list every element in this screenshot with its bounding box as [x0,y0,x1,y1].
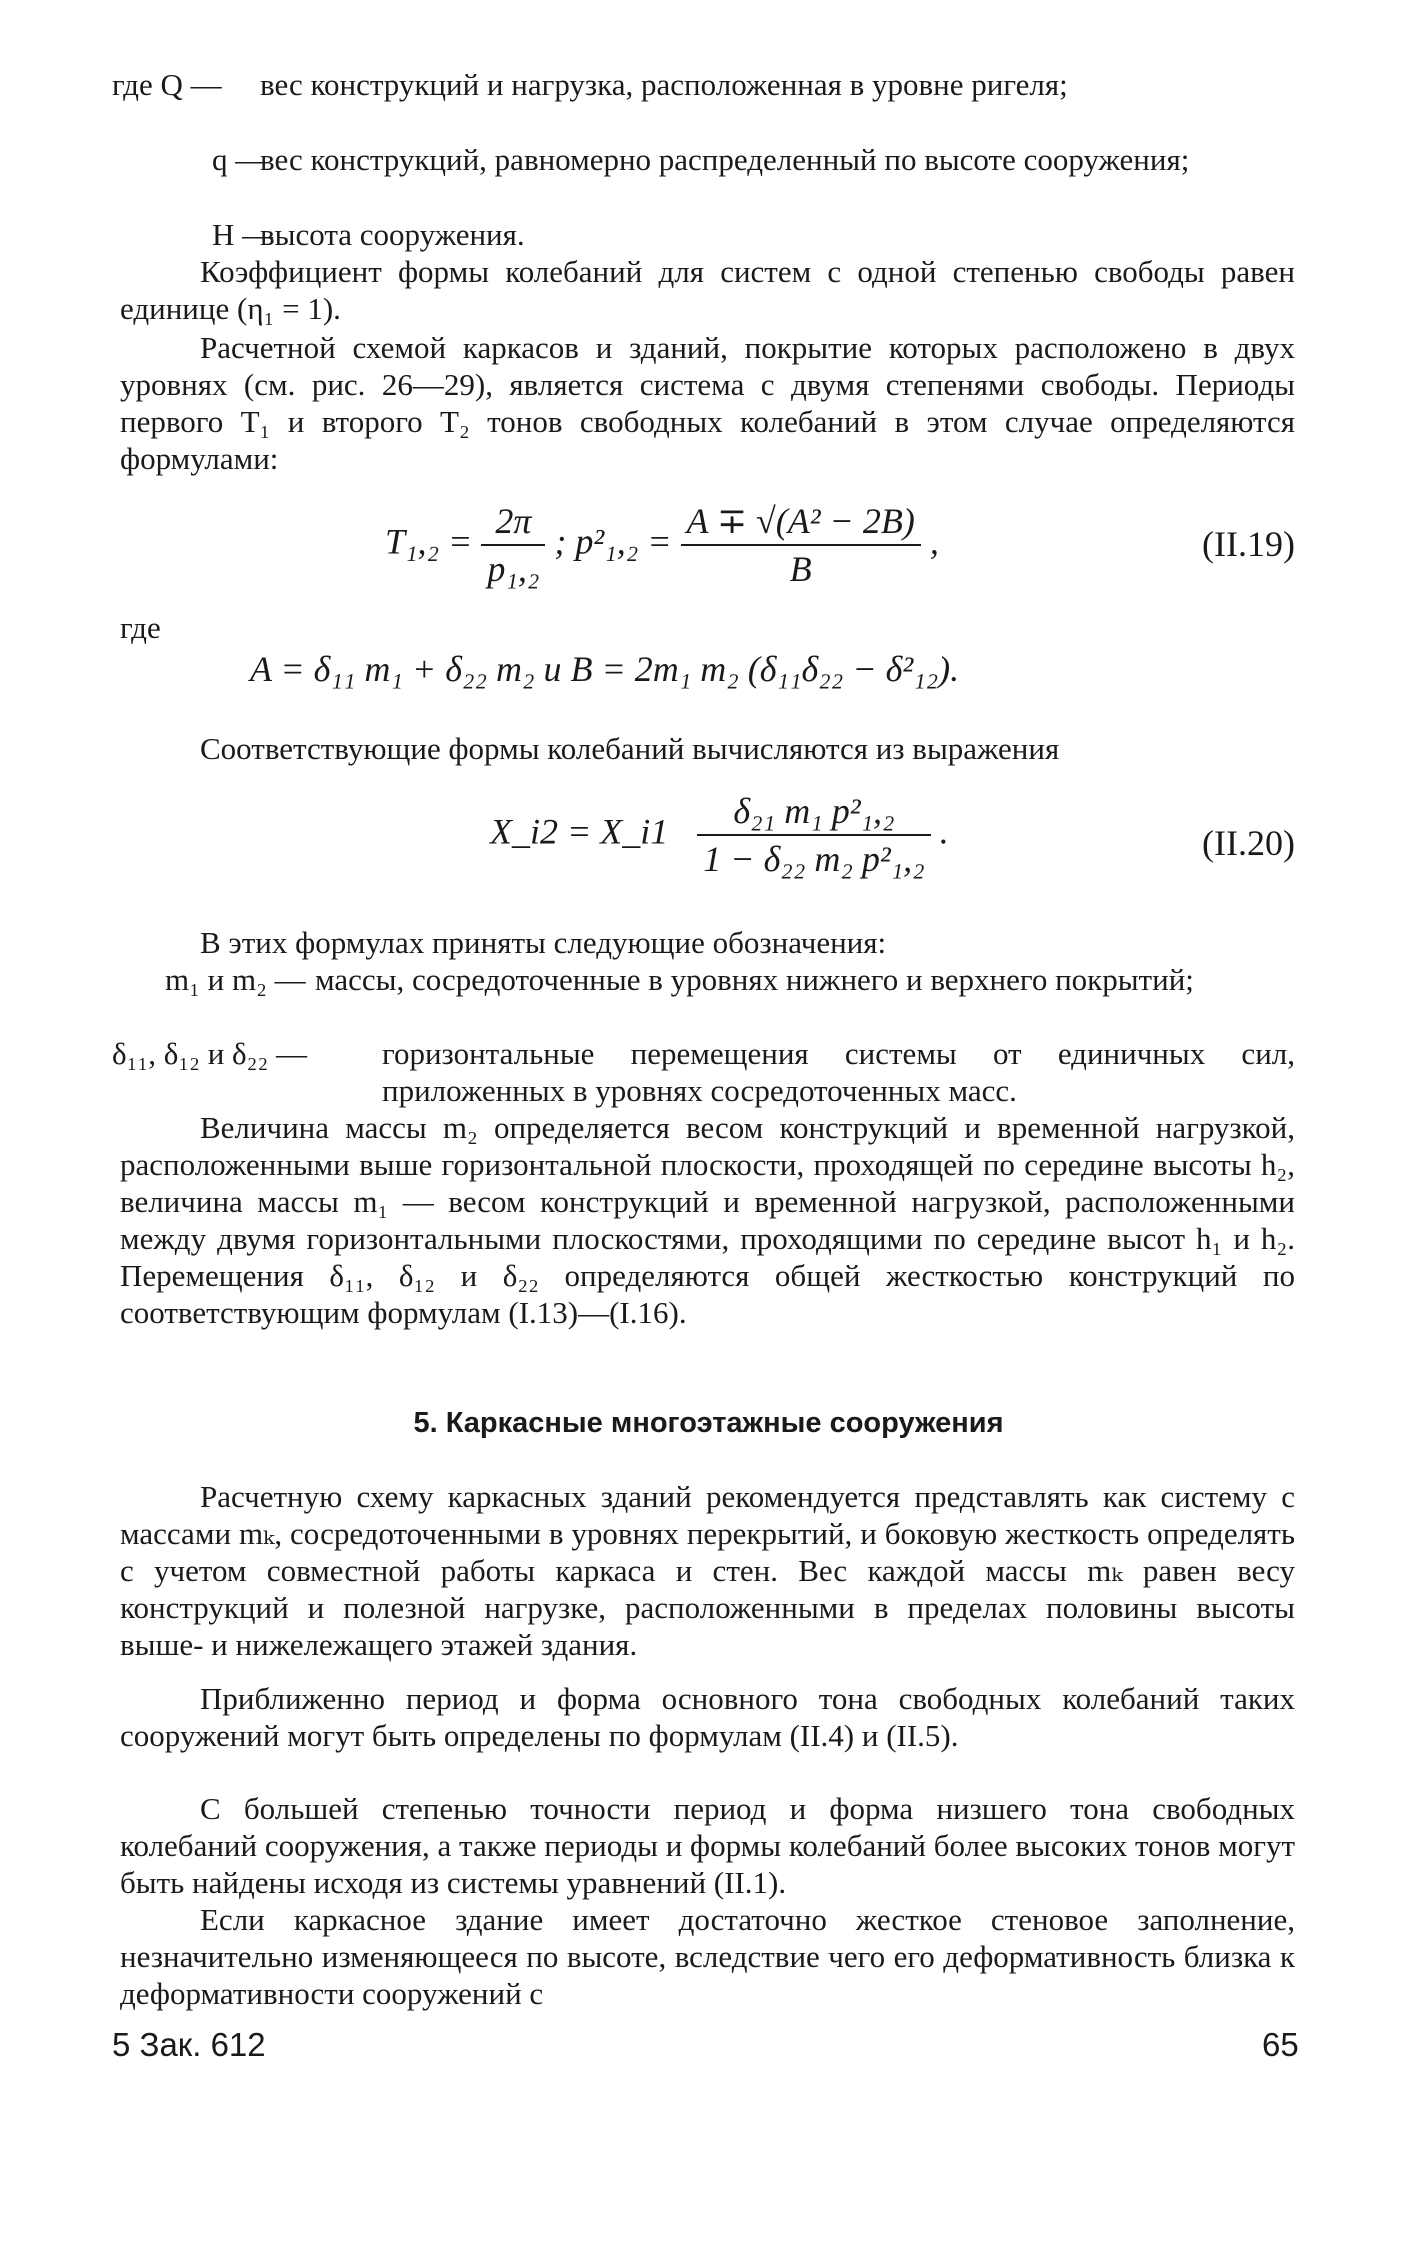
equation-tail: , [929,521,939,562]
definition-text: высота сооружения. [260,217,525,252]
definition-term: H — [212,217,274,252]
definition-h [212,216,1295,253]
definition-text: вес конструкций, равномерно распределенный по высоте сооружения; [260,142,1190,177]
definition-masses [165,961,1295,998]
fraction [697,790,930,880]
equation-ii-20 [490,790,949,880]
print-order-mark: 5 Зак. 612 [112,2026,266,2063]
paragraph-8: С большей степенью точности период и форма низшего тона свободных колебаний сооружения, а также периоды и формы колебаний более высоких тонов могут быть найдены исходя из системы уравнений (II.1). [120,1791,1295,1900]
equation-a-b: A = δ₁₁ m₁ + δ₂₂ m₂ и B = 2m₁ m₂ (δ₁₁δ₂₂ − δ²₁₂). [250,649,960,689]
paragraph-3: Соответствующие формы колебаний вычисляются из выражения [200,731,1060,766]
definition-q-upper [112,66,1295,103]
definition-displacements [112,1035,1295,1109]
paragraph-6: Расчетную схему каркасных зданий рекомендуется представлять как систему с массами mₖ, сосредоточенными в уровнях перекрытий, и боковую жесткость определять с учетом совместной работы каркаса и стен. Вес каждой массы mₖ равен весу конструкций и полезной нагрузке, расположенными в пределах половины высоты выше- и нижележащего этажей здания. [120,1479,1295,1662]
definition-text: массы, сосредоточенные в уровнях нижнего и верхнего покрытий; [315,962,1194,997]
fraction-denominator: 1 − δ₂₂ m₂ p²₁,₂ [697,834,930,880]
section-heading: 5. Каркасные многоэтажные сооружения [413,1407,1004,1439]
fraction [481,500,545,590]
fraction-denominator: B [681,544,921,590]
definition-term: где Q — [112,67,222,102]
fraction-denominator: p₁,₂ [481,544,545,590]
definition-term: q — [212,142,267,177]
definition-term: δ₁₁, δ₁₂ и δ₂₂ — [112,1036,308,1071]
definition-q-lower [212,141,1295,178]
fraction-numerator: A ∓ √(A² − 2B) [686,501,915,541]
equation-separator: ; p²₁,₂ = [554,521,672,562]
page-number: 65 [1262,2026,1299,2063]
definition-term: m₁ и m₂ — [165,962,306,997]
equation-lhs: X_i2 = X_i1 [490,811,669,852]
equation-number: (II.19) [1202,524,1295,564]
paragraph-9: Если каркасное здание имеет достаточно жесткое стеновое заполнение, незначительно изменяющееся по высоте, вследствие чего его деформативность близка к деформативности сооружений с [120,1902,1295,2011]
definition-text: вес конструкций и нагрузка, расположенная в уровне ригеля; [260,67,1068,102]
where-label: где [120,610,161,645]
paragraph-2: Расчетной схемой каркасов и зданий, покрытие которых расположено в двух уровнях (см. рис. 26—29), является система с двумя степенями свободы. Периоды первого T₁ и второго T₂ тонов свободных колебаний в этом случае определяются формулами: [120,330,1295,476]
fraction-numerator: 2π [495,501,532,541]
paragraph-4: В этих формулах приняты следующие обозначения: [200,925,887,960]
equation-lhs: T₁,₂ = [385,521,473,562]
equation-tail: . [939,811,949,852]
fraction [681,500,921,590]
paragraph-5: Величина массы m₂ определяется весом конструкций и временной нагрузкой, расположенными выше горизонтальной плоскости, проходящей по середине высоты h₂, величина массы m₁ — весом конструкций и временной нагрузкой, расположенными между двумя горизонтальными плоскостями, проходящими по середине высот h₁ и h₂. Перемещения δ₁₁, δ₁₂ и δ₂₂ определяются общей жесткостью конструкций по соответствующим формулам (I.13)—(I.16). [120,1110,1295,1330]
equation-ii-19 [385,500,939,590]
equation-number: (II.20) [1202,823,1295,863]
paragraph-1: Коэффициент формы колебаний для систем с одной степенью свободы равен единице (η₁ = 1). [120,254,1295,326]
paragraph-7: Приближенно период и форма основного тона свободных колебаний таких сооружений могут быть определены по формулам (II.4) и (II.5). [120,1681,1295,1753]
fraction-numerator: δ₂₁ m₁ p²₁,₂ [733,791,895,831]
definition-text: горизонтальные перемещения системы от единичных сил, приложенных в уровнях сосредоточенных масс. [382,1036,1295,1108]
